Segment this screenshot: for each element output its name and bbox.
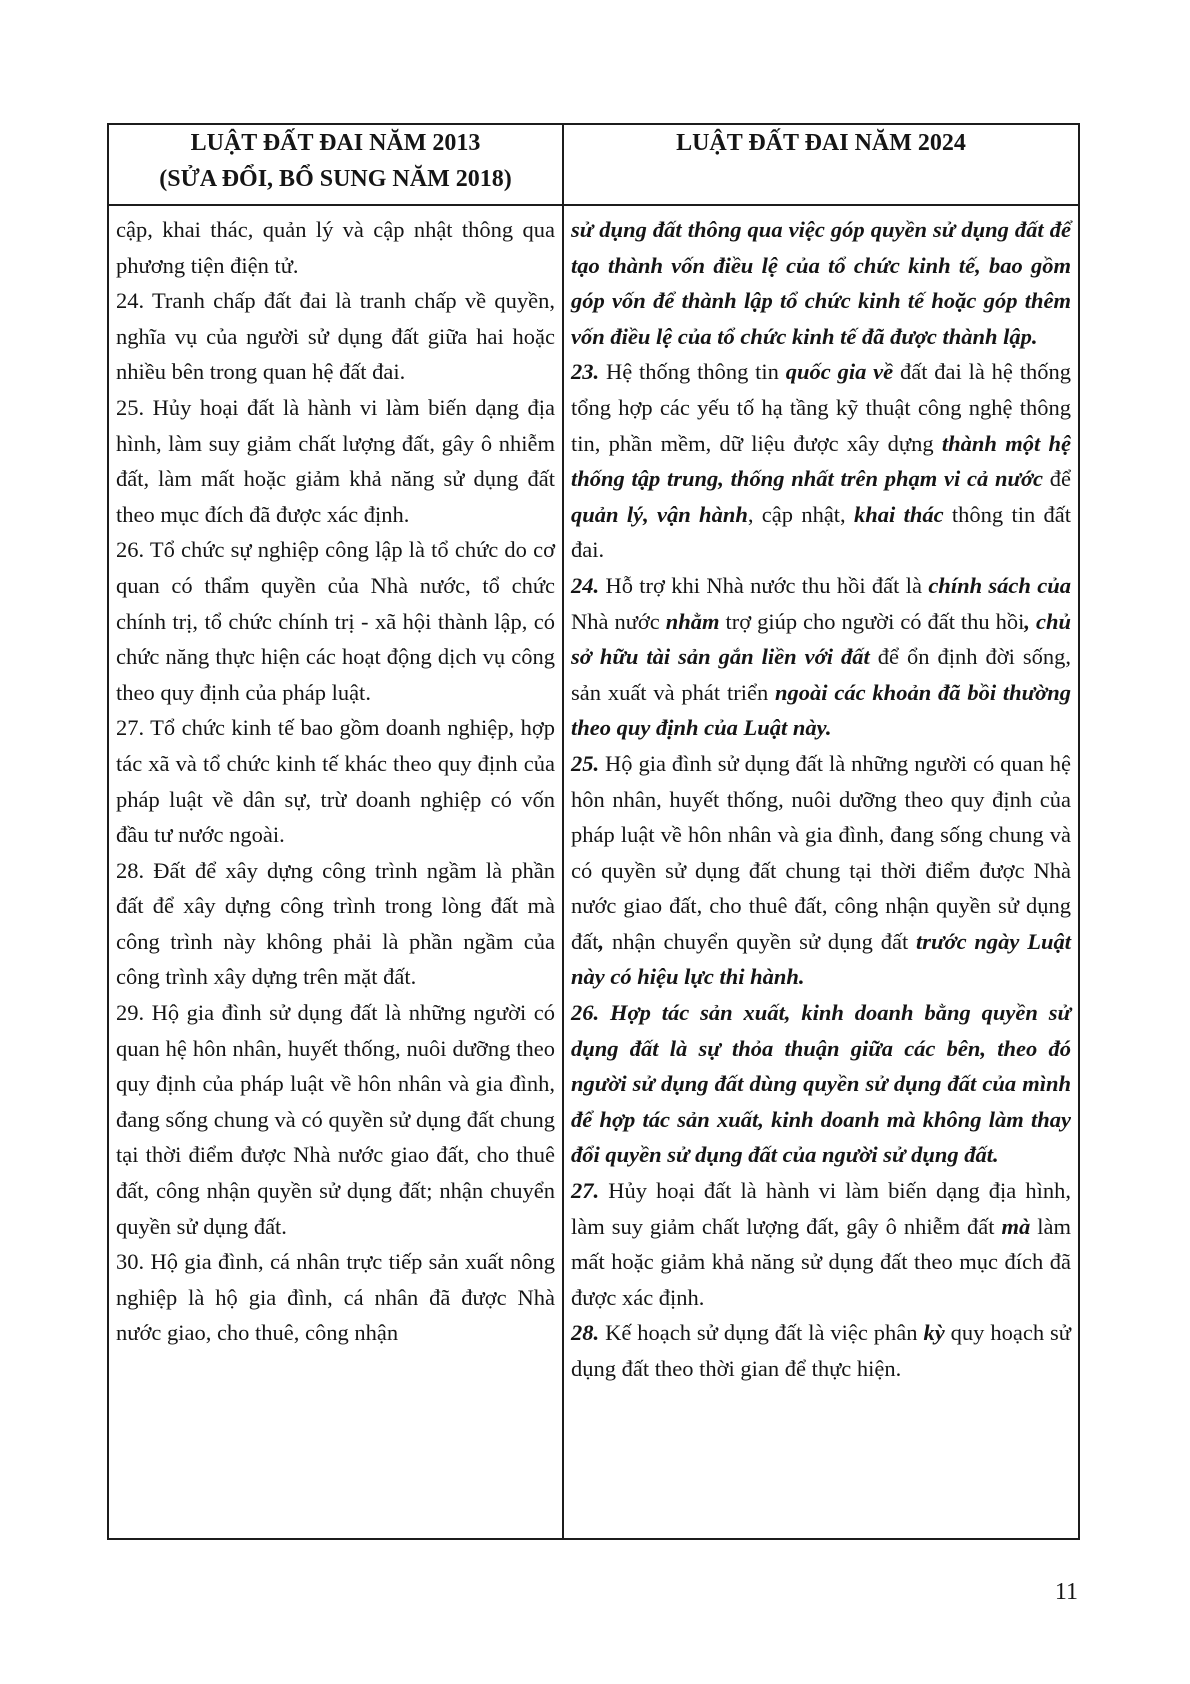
text-run: Hệ thống thông tin: [605, 359, 786, 385]
text-run: Hộ gia đình sử dụng đất là những người có quan hệ hôn nhân, huyết thống, nuôi dưỡng theo quy định của pháp luật về hôn nhân và gia đình, đang sống chung và có quyền sử dụng đất chung tại thời điểm được Nhà nước giao đất, cho thuê đất, công nhận quyền sử dụng đất: [571, 750, 1072, 954]
text-run: 26. Tổ chức sự nghiệp công lập là tổ chức do cơ quan có thẩm quyền của Nhà nước, tổ chức chính trị, tổ chức chính trị - xã hội thành lập, có chức năng thực hiện các hoạt động dịch vụ công theo quy định của pháp luật.: [116, 537, 555, 705]
text-run: cập, khai thác, quản lý và cập nhật thông qua phương tiện điện tử.: [116, 217, 555, 278]
header-law-2013-line2: (SỬA ĐỔI, BỔ SUNG NĂM 2018): [159, 166, 512, 192]
text-run: 29. Hộ gia đình sử dụng đất là những người có quan hệ hôn nhân, huyết thống, nuôi dưỡng theo quy định của pháp luật về hôn nhân và gia đình, đang sống chung và có quyền sử dụng đất chung tại thời điểm được Nhà nước giao đất, cho thuê đất, công nhận quyền sử dụng đất; nhận chuyển quyền sử dụng đất.: [116, 1000, 555, 1239]
paragraph: [116, 995, 555, 1244]
paragraph: [116, 283, 555, 390]
text-run: nhằm: [665, 608, 726, 634]
header-law-2013-line1: LUẬT ĐẤT ĐAI NĂM 2013: [190, 130, 481, 156]
text-run: 27. Tổ chức kinh tế bao gồm doanh nghiệp, hợp tác xã và tổ chức kinh tế khác theo quy định của pháp luật về dân sự, trừ doanh nghiệp có vốn đầu tư nước ngoài.: [116, 715, 555, 848]
text-run: 26. Hợp tác sản xuất, kinh doanh bằng quyền sử dụng đất là sự thỏa thuận giữa các bên, theo đó người sử dụng đất dùng quyền sử dụng đất của mình để hợp tác sản xuất, kinh doanh mà không làm thay đổi quyền sử dụng đất của người sử dụng đất.: [571, 1000, 1071, 1168]
text-run: mà: [1001, 1213, 1038, 1239]
column-law-2024-content: [564, 206, 1078, 1534]
paragraph: [571, 212, 1071, 354]
text-run: đất đai là hệ thống tổng hợp các yếu tố hạ tầng kỹ thuật công nghệ thông tin, phần mềm, dữ liệu được xây dựng: [571, 359, 1071, 456]
text-run: quốc gia về: [785, 359, 900, 385]
text-run: Nhà nước: [571, 608, 666, 634]
paragraph: [116, 212, 555, 283]
text-run: 25. Hủy hoại đất là hành vi làm biến dạng địa hình, làm suy giảm chất lượng đất, gây ô nhiễm đất, làm mất hoặc giảm khả năng sử dụng đất theo mục đích đã được xác định.: [116, 394, 555, 527]
law-comparison-table: [107, 123, 1080, 1540]
text-run: khai thác: [854, 501, 952, 527]
text-run: 23.: [571, 359, 606, 385]
text-run: sử dụng đất thông qua việc góp quyền sử dụng đất để tạo thành vốn điều lệ của tổ chức kinh tế, bao gồm góp vốn để thành lập tổ chức kinh tế hoặc góp thêm vốn điều lệ của tổ chức kinh tế đã được thành lập.: [571, 217, 1071, 349]
text-run: nhận chuyển quyền sử dụng đất: [604, 928, 917, 954]
text-run: thông tin đất đai.: [571, 501, 1071, 563]
table-header-row: [108, 124, 1079, 205]
text-run: 27.: [571, 1178, 609, 1204]
text-run: 28. Đất để xây dựng công trình ngầm là phần đất để xây dựng công trình trong lòng đất mà công trình này không phải là phần ngầm của công trình xây dựng trên mặt đất.: [116, 857, 555, 990]
header-law-2013: [108, 124, 563, 205]
text-run: thành một hệ thống tập trung, thống nhất trên phạm vi cả nước: [571, 430, 1071, 492]
text-run: 28.: [571, 1320, 606, 1346]
paragraph: [571, 995, 1071, 1173]
text-run: trước ngày Luật này có hiệu lực thi hành.: [571, 928, 1072, 990]
paragraph: [116, 853, 555, 995]
text-run: quy hoạch sử dụng đất theo thời gian để thực hiện.: [571, 1320, 1071, 1381]
paragraph: [116, 1244, 555, 1351]
text-run: trợ giúp cho người có đất thu hồi: [725, 608, 1025, 634]
paragraph: [571, 746, 1071, 995]
text-run: để: [1049, 466, 1071, 492]
paragraph: [571, 1315, 1071, 1386]
text-run: 24. Tranh chấp đất đai là tranh chấp về quyền, nghĩa vụ của người sử dụng đất giữa hai hoặc nhiều bên trong quan hệ đất đai.: [116, 288, 555, 385]
column-law-2013-content: [109, 206, 562, 1534]
text-run: ngoài các khoản đã bồi thường theo quy định của Luật này.: [571, 679, 1071, 741]
paragraph: [571, 1173, 1071, 1315]
table-body-row: [108, 205, 1079, 1539]
text-run: 30. Hộ gia đình, cá nhân trực tiếp sản xuất nông nghiệp là hộ gia đình, cá nhân đã được Nhà nước giao, cho thuê, công nhận: [116, 1249, 555, 1346]
text-run: Hỗ trợ khi Nhà nước thu hồi đất là: [605, 572, 929, 598]
text-run: , chủ sở hữu tài sản gắn liền với đất: [571, 608, 1072, 670]
text-run: kỳ: [923, 1320, 951, 1346]
column-law-2013: [108, 205, 563, 1539]
paragraph: [116, 710, 555, 852]
page-number: 11: [1054, 1579, 1078, 1605]
text-run: 25.: [571, 750, 606, 776]
text-run: để ổn định đời sống, sản xuất và phát triển: [571, 644, 1071, 705]
text-run: , cập nhật,: [747, 501, 854, 527]
text-run: ,: [598, 928, 605, 954]
paragraph: [571, 354, 1071, 568]
paragraph: [116, 532, 555, 710]
paragraph: [116, 390, 555, 532]
paragraph: [571, 568, 1071, 746]
text-run: Hủy hoại đất là hành vi làm biến dạng địa hình, làm suy giảm chất lượng đất, gây ô nhiễm đất: [571, 1178, 1072, 1239]
text-run: quản lý, vận hành: [571, 501, 748, 527]
text-run: làm mất hoặc giảm khả năng sử dụng đất theo mục đích đã được xác định.: [571, 1213, 1071, 1310]
column-law-2024: [563, 205, 1079, 1539]
text-run: chính sách của: [928, 572, 1071, 598]
text-run: 24.: [571, 572, 606, 598]
header-law-2024: LUẬT ĐẤT ĐAI NĂM 2024: [563, 124, 1079, 205]
text-run: Kế hoạch sử dụng đất là việc phân: [605, 1320, 924, 1346]
